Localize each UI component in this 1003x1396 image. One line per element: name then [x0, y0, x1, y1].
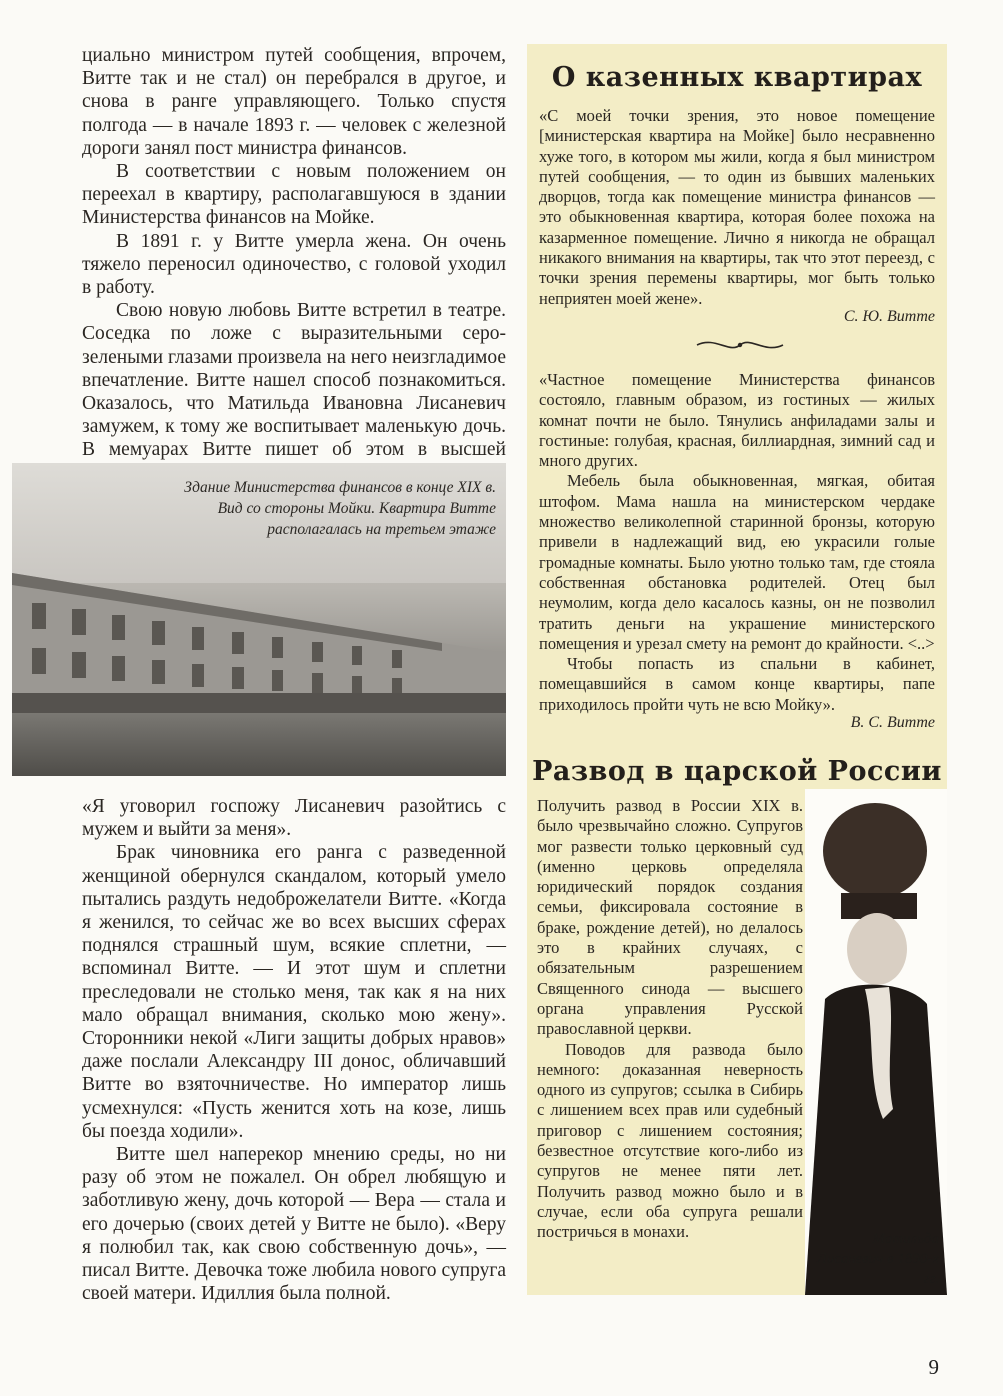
paragraph: В 1891 г. у Витте умерла жена. Он очень тяжело переносил одиночество, с головой уходил в работу. — [82, 230, 506, 299]
ornament-divider-icon — [695, 334, 785, 356]
photo-caption: Здание Министерства финансов в конце XIX в. Вид со стороны Мойки. Квартира Витте располагалась на третьем этаже — [184, 479, 496, 538]
paragraph: Брак чиновника его ранга с разведенной женщиной обернулся скандалом, который умело пытались раздуть недоброжелатели Витте. «Когда я женился, то сейчас же во всех высших сферах поднялся страшный шум, всякие сплетни, — вспоминал Витте. — И этот шум и сплетни преследовали не столько меня, так как я на них мало обращал внимания, сколько мою жену». Сторонники некой «Лиги защиты добрых нравов» даже послали Александру III донос, обличавший Витте во взяточничестве. Но император лишь усмехнулся: «Пусть женится хоть на козе, лишь бы поезда ходили». — [82, 842, 506, 1142]
paragraph: Свою новую любовь Витте встретил в театре. Соседка по ложе с выразительными серо-зелеными глазами произвела на него неизгладимое впечатление. Витте нашел способ познакомиться. Оказалось, что Матильда Ивановна Лисаневич замужем, к тому же воспитывает маленькую дочь. В мемуарах Витте пишет об этом в высшей — [82, 300, 506, 461]
quote-vera-paragraph: Мебель была обыкновенная, мягкая, обитая штофом. Мама нашла на министерском чердаке множество великолепной старинной бронзы, которую привели в надлежащий вид, ею украсили голые громадные комнаты. Было уютно только там, где стояла собственная обстановка родителей. Отец был неумолим, когда дело касалось казны, он не позволил тратить деньги на украшение министерского помещения и урезал смету на ремонт до крайности. <..> — [539, 471, 935, 653]
quote-witte: «С моей точки зрения, это новое помещение [министерская квартира на Мойке] было несравненно хуже того, в котором мы жили, когда я был министром путей сообщения, — то один из бывших маленьких дворцов, тогда как помещение министра финансов — это обыкновенная квартира, которая более похожа на казарменное помещение. Лично я никогда не обращал никакого внимания на квартиры, так что этот переезд, с точки зрения перемены квартиры, мог быть только неприятен моей жене». — [539, 106, 935, 308]
quote-signature: С. Ю. Витте — [843, 308, 935, 325]
divorce-paragraph: Получить развод в России XIX в. было чрезвычайно сложно. Супругов мог развести только церковный суд (именно церковь определяла юридический порядок создания семьи, фиксировала состояние в браке, рождение детей), но делалось это в крайних случаях, с обязательным разрешением Священного синода — высшего органа управления Русской православной церкви. — [537, 796, 803, 1039]
paragraph: Витте шел наперекор мнению среды, но ни разу об этом не пожалел. Он обрел любящую и заботливую жену, дочь которой — Вера — стала и его дочерью (своих детей у Витте не было). «Веру я полюбил так, как свою собственную дочь», — писал Витте. Девочка тоже любила нового супруга своей матери. Идиллия была полной. — [82, 1144, 506, 1305]
matilda-portrait — [805, 789, 947, 1295]
sidebar-panel — [527, 44, 947, 1295]
page-number: 9 — [928, 1355, 939, 1379]
sidebar-title-apartments: О казенных квартирах — [551, 62, 923, 93]
left-column-top — [82, 44, 506, 485]
divorce-paragraph: Поводов для развода было немного: доказанная неверность одного из супругов; ссылка в Сибирь с лишением всех прав или судебный приговор с лишением состояния; безвестное отсутствие кого-либо из супругов не менее пяти лет. Получить развод можно было и в случае, если оба супруга решали постричься в монахи. — [537, 1039, 803, 1242]
quote-signature: В. С. Витте — [850, 714, 935, 731]
portrait-caption: Матильда Лисаневич в 1890-х гг. — [816, 1231, 939, 1287]
sidebar-title-divorce: Развод в царской России — [532, 756, 942, 787]
woman-portrait-illustration — [805, 789, 947, 1295]
quote-vera-paragraph: Чтобы попасть из спальни в кабинет, помещавшийся в самом конце квартиры, папе приходилось пройти чуть не всю Мойку». — [539, 654, 935, 714]
quote-vera-paragraph: «Частное помещение Министерства финансов состояло, главным образом, из гостиных — жилых комнат почти не было. Тянулись анфиладами залы и гостиные: голубая, красная, биллиардная, зимний сад и много других. — [539, 370, 935, 471]
paragraph: «Я уговорил госпожу Лисаневич разойтись с мужем и выйти за меня». — [82, 796, 506, 841]
ministry-building-photo — [12, 463, 506, 776]
building-illustration — [12, 533, 506, 723]
paragraph: циально министром путей сообщения, впрочем, Витте так и не стал) он перебрался в другое, и снова в ранге управляющего. Только спустя полгода — в начале 1893 г. — человек с железной дороги занял пост министра финансов. — [82, 45, 506, 159]
paragraph: В соответствии с новым положением он переехал в квартиру, располагавшуюся в здании Министерства финансов на Мойке. — [82, 161, 506, 229]
left-column-bottom — [82, 795, 506, 1305]
